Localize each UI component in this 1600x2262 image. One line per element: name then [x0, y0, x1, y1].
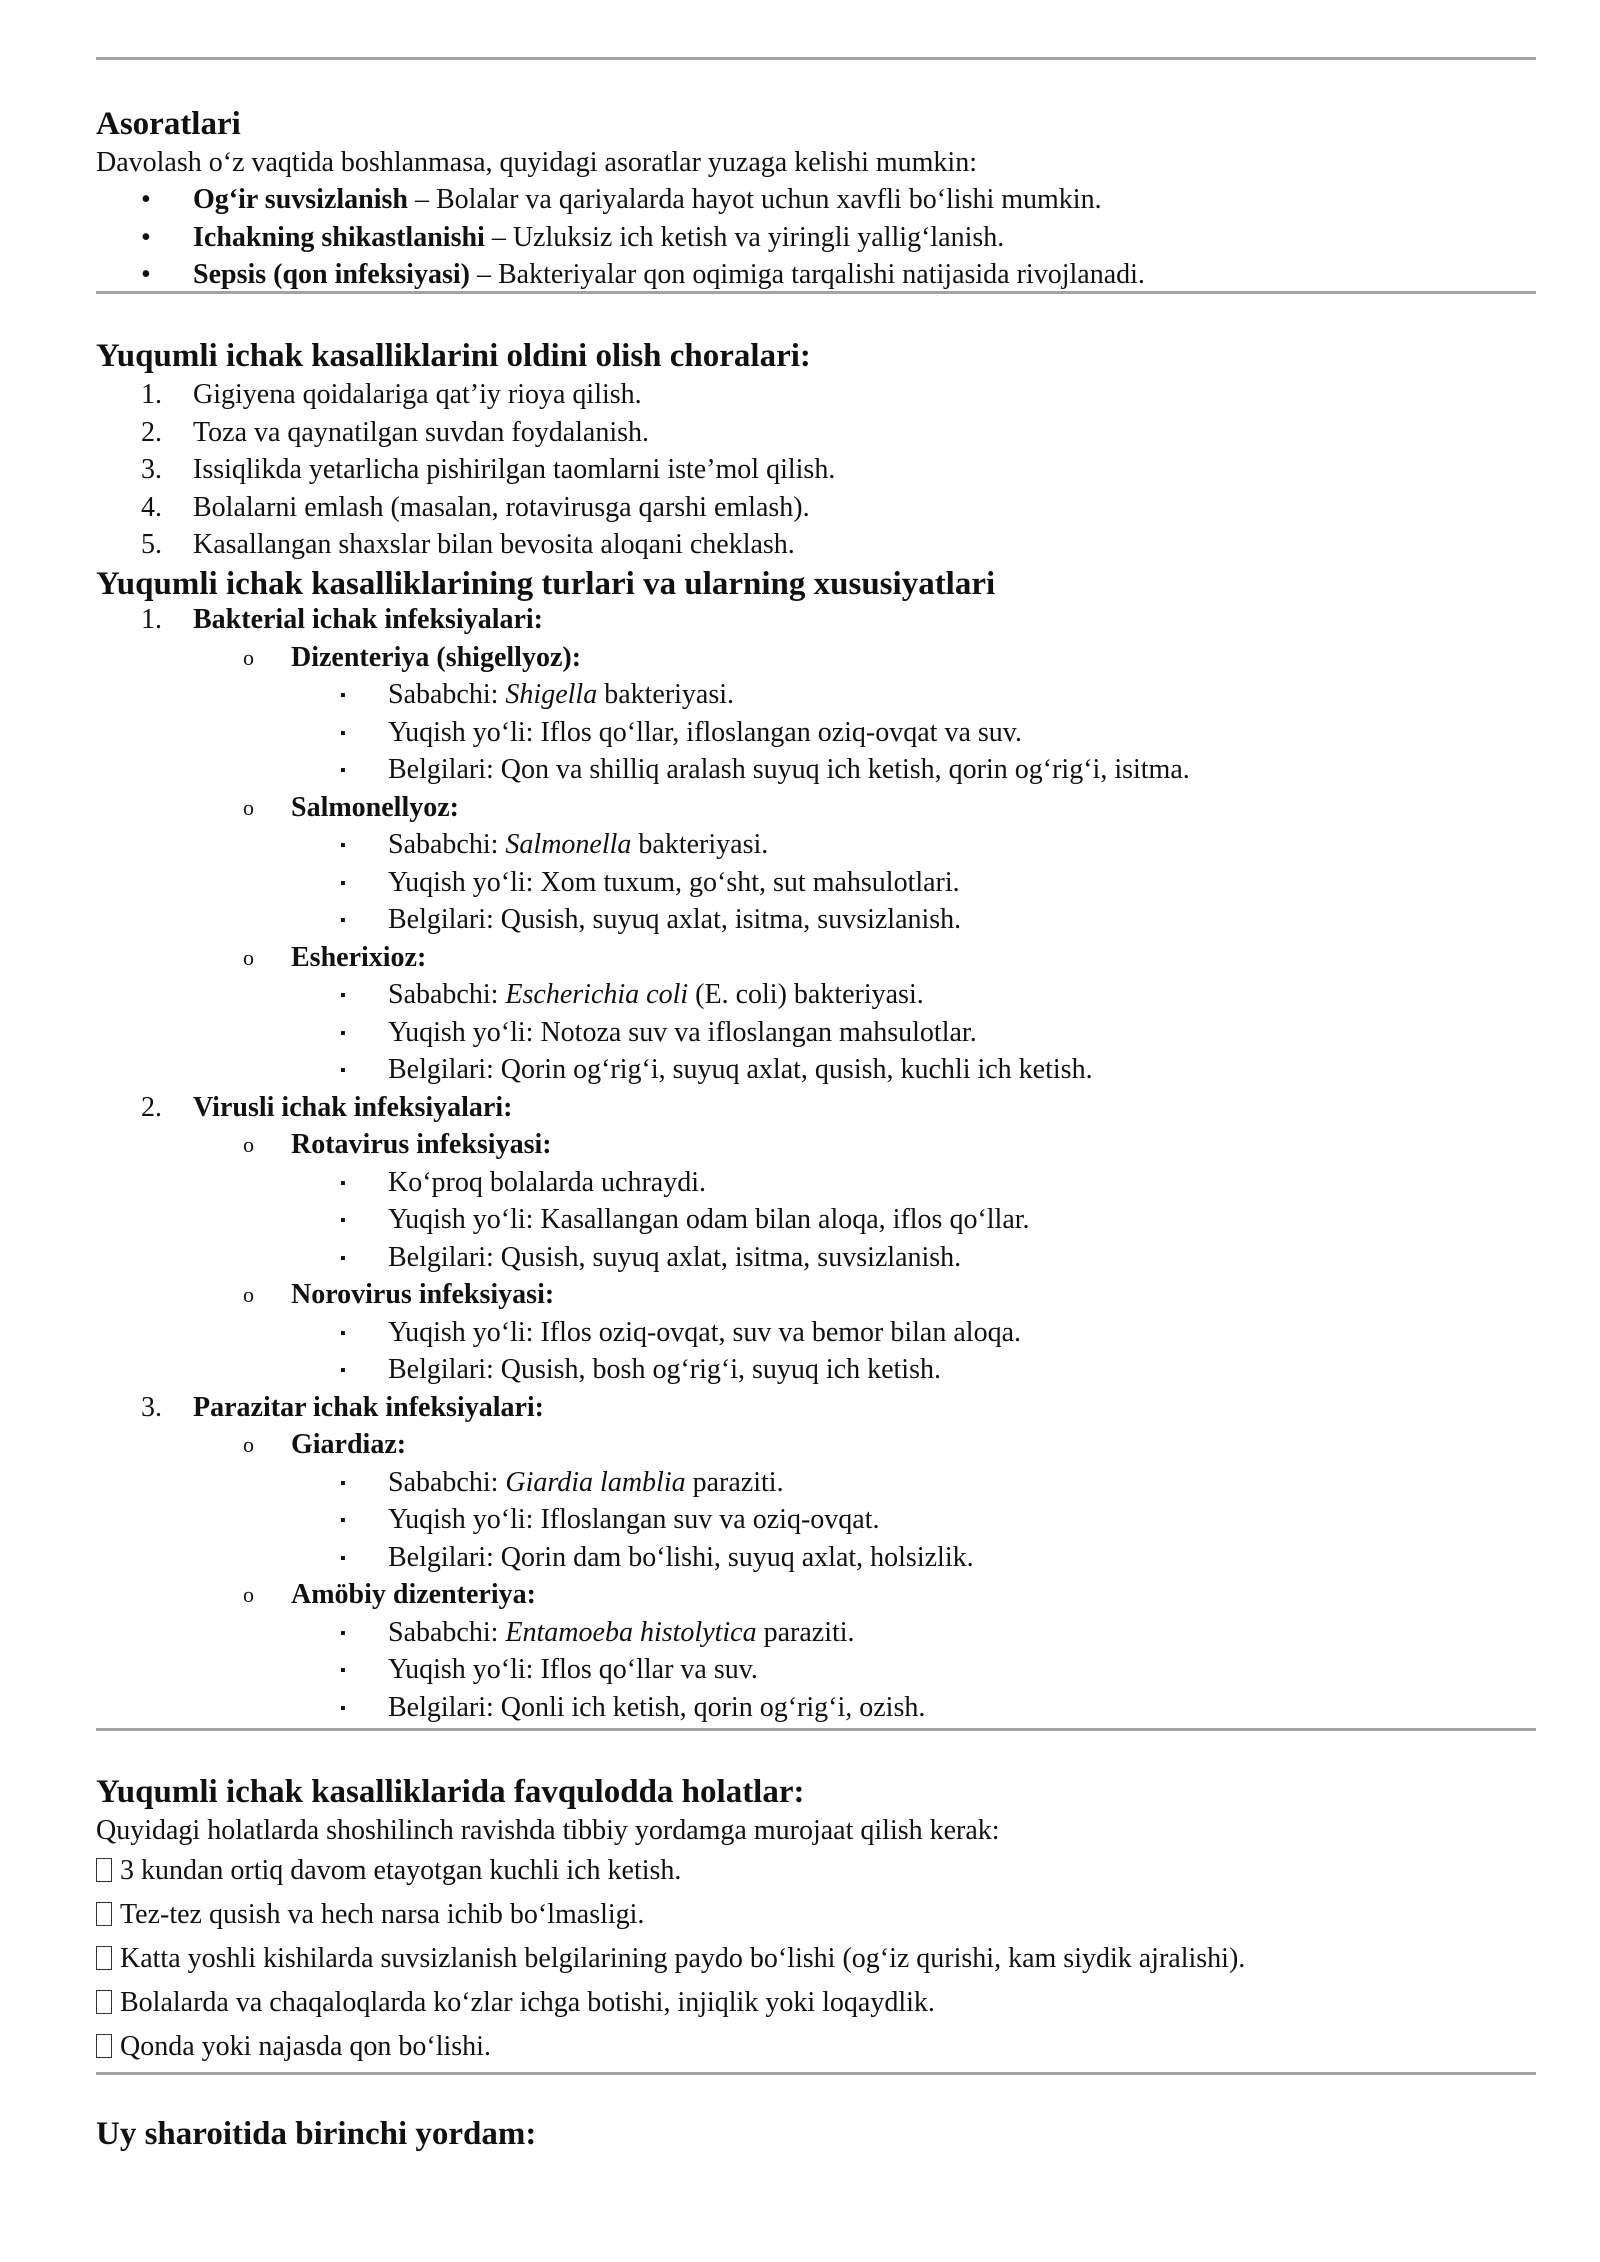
desc: – Uzluksiz ich ketish va yiringli yallig‘lanish.	[484, 221, 1005, 253]
disease-item: o Esherixioz:	[96, 939, 1536, 977]
types-heading: Yuqumli ichak kasalliklarining turlari va ularning xususiyatlari	[96, 566, 996, 602]
list-item: Tez-tez qusish va hech narsa ichib bo‘lmasligi.	[96, 1893, 1536, 1937]
square-bullet-icon: ▪	[340, 687, 346, 704]
emergency-section	[96, 1772, 1536, 2069]
disease-item: o Norovirus infeksiyasi:	[96, 1276, 1536, 1314]
square-bullet-icon: ▪	[340, 912, 346, 929]
square-bullet-icon: ▪	[340, 1512, 346, 1529]
detail-item: ▪ Belgilari: Qusish, suyuq axlat, isitma, suvsizlanish.	[96, 901, 1536, 939]
disease-item: o Rotavirus infeksiyasi:	[96, 1126, 1536, 1164]
detail-item: ▪ Belgilari: Qorin og‘rig‘i, suyuq axlat, qusish, kuchli ich ketish.	[96, 1051, 1536, 1089]
circle-bullet-icon: o	[243, 1582, 254, 1607]
missing-glyph-icon	[96, 1990, 112, 2014]
complications-section	[96, 104, 1536, 294]
emergency-list	[96, 1849, 1536, 2069]
circle-bullet-icon: o	[243, 944, 254, 970]
circle-bullet-icon: o	[243, 1282, 254, 1307]
prevention-list	[96, 376, 1536, 564]
disease-item: o Dizenteriya (shigellyoz):	[96, 639, 1536, 677]
group-item: 1. Bakterial ichak infeksiyalari:	[141, 604, 543, 635]
disease-item: o Amöbiy dizenteriya:	[96, 1576, 1536, 1614]
desc: – Bakteriyalar qon oqimiga tarqalishi natijasida rivojlanadi.	[469, 259, 1145, 290]
square-bullet-icon: ▪	[340, 1362, 346, 1379]
prevention-heading: Yuqumli ichak kasalliklarini oldini olish choralari:	[96, 338, 811, 374]
square-bullet-icon: ▪	[340, 874, 346, 892]
detail-item: ▪ Sababchi: Shigella bakteriyasi.	[96, 676, 1536, 714]
circle-bullet-icon: o	[243, 1432, 254, 1457]
list-item: 1. Gigiyena qoidalariga qat’iy rioya qilish.	[141, 379, 642, 410]
square-bullet-icon: ▪	[340, 1212, 346, 1229]
list-item: 3. Issiqlikda yetarlicha pishirilgan taomlarni iste’mol qilish.	[141, 454, 836, 485]
square-bullet-icon: ▪	[340, 987, 346, 1004]
list-item: 4. Bolalarni emlash (masalan, rotavirusga qarshi emlash).	[141, 491, 810, 523]
detail-item: ▪ Yuqish yo‘li: Iflos qo‘llar, ifloslangan oziq-ovqat va suv.	[96, 714, 1536, 752]
first-aid-section	[96, 2114, 1536, 2154]
circle-bullet-icon: o	[243, 794, 254, 820]
list-item	[96, 256, 1536, 294]
detail-item: ▪ Belgilari: Qusish, bosh og‘rig‘i, suyuq ich ketish.	[96, 1351, 1536, 1389]
missing-glyph-icon	[96, 1946, 112, 1970]
group-item: 3. Parazitar ichak infeksiyalari:	[141, 1391, 544, 1423]
bullet-icon: •	[141, 259, 151, 290]
complications-list	[96, 181, 1536, 294]
bullet-icon: •	[141, 184, 151, 215]
emergency-heading: Yuqumli ichak kasalliklarida favqulodda holatlar:	[96, 1774, 805, 1810]
missing-glyph-icon	[96, 2034, 112, 2058]
square-bullet-icon: ▪	[340, 1024, 346, 1042]
detail-item: ▪ Sababchi: Escherichia coli (E. coli) bakteriyasi.	[96, 976, 1536, 1014]
detail-item: ▪ Belgilari: Qon va shilliq aralash suyuq ich ketish, qorin og‘rig‘i, isitma.	[96, 751, 1536, 789]
divider	[96, 1728, 1536, 1731]
circle-bullet-icon: o	[243, 644, 254, 670]
detail-item: ▪ Yuqish yo‘li: Iflos qo‘llar va suv.	[96, 1651, 1536, 1689]
divider-top	[96, 57, 1536, 60]
square-bullet-icon: ▪	[340, 1174, 346, 1192]
term: Sepsis (qon infeksiyasi)	[193, 259, 470, 290]
detail-item: ▪ Yuqish yo‘li: Notoza suv va ifloslangan mahsulotlar.	[96, 1014, 1536, 1052]
detail-item: ▪ Sababchi: Salmonella bakteriyasi.	[96, 826, 1536, 864]
disease-item: o Giardiaz:	[96, 1426, 1536, 1464]
list-item: 3 kundan ortiq davom etayotgan kuchli ich ketish.	[96, 1849, 1536, 1893]
desc: – Bolalar va qariyalarda hayot uchun xavfli bo‘lishi mumkin.	[407, 184, 1102, 215]
divider	[96, 291, 1536, 294]
disease-item: o Salmonellyoz:	[96, 789, 1536, 827]
types-list	[96, 601, 1536, 1726]
detail-item: ▪ Yuqish yo‘li: Xom tuxum, go‘sht, sut mahsulotlari.	[96, 864, 1536, 902]
square-bullet-icon: ▪	[340, 724, 346, 742]
detail-item: ▪ Ko‘proq bolalarda uchraydi.	[96, 1164, 1536, 1202]
square-bullet-icon: ▪	[340, 1624, 346, 1642]
list-item: 2. Toza va qaynatilgan suvdan foydalanish.	[141, 416, 650, 448]
list-item: Qonda yoki najasda qon bo‘lishi.	[96, 2025, 1536, 2069]
detail-item: ▪ Sababchi: Giardia lamblia paraziti.	[96, 1464, 1536, 1502]
types-section	[96, 564, 1536, 1726]
detail-item: ▪ Belgilari: Qusish, suyuq axlat, isitma, suvsizlanish.	[96, 1239, 1536, 1277]
detail-item: ▪ Belgilari: Qonli ich ketish, qorin og‘rig‘i, ozish.	[96, 1689, 1536, 1727]
first-aid-heading: Uy sharoitida birinchi yordam:	[96, 2116, 537, 2152]
detail-item: ▪ Belgilari: Qorin dam bo‘lishi, suyuq axlat, holsizlik.	[96, 1539, 1536, 1577]
square-bullet-icon: ▪	[340, 1699, 346, 1717]
complications-heading: Asoratlari	[96, 106, 241, 142]
divider	[96, 2072, 1536, 2075]
square-bullet-icon: ▪	[340, 837, 346, 854]
list-item	[96, 219, 1536, 257]
detail-item: ▪ Sababchi: Entamoeba histolytica paraziti.	[96, 1614, 1536, 1652]
complications-intro: Davolash o‘z vaqtida boshlanmasa, quyidagi asoratlar yuzaga kelishi mumkin:	[96, 147, 977, 178]
missing-glyph-icon	[96, 1858, 112, 1882]
square-bullet-icon: ▪	[340, 1249, 346, 1267]
square-bullet-icon: ▪	[340, 1062, 346, 1079]
square-bullet-icon: ▪	[340, 1474, 346, 1492]
group-item: 2. Virusli ichak infeksiyalari:	[141, 1091, 513, 1123]
missing-glyph-icon	[96, 1902, 112, 1926]
detail-item: ▪ Yuqish yo‘li: Iflos oziq-ovqat, suv va bemor bilan aloqa.	[96, 1314, 1536, 1352]
list-item	[96, 181, 1536, 219]
square-bullet-icon: ▪	[340, 762, 346, 779]
list-item: 5. Kasallangan shaxslar bilan bevosita aloqani cheklash.	[141, 529, 795, 560]
square-bullet-icon: ▪	[340, 1549, 346, 1567]
prevention-section	[96, 336, 1536, 564]
list-item: Katta yoshli kishilarda suvsizlanish belgilarining paydo bo‘lishi (og‘iz qurishi, kam siydik ajralishi).	[96, 1937, 1536, 1981]
detail-item: ▪ Yuqish yo‘li: Ifloslangan suv va oziq-ovqat.	[96, 1501, 1536, 1539]
term: Ichakning shikastlanishi	[193, 221, 485, 253]
emergency-intro: Quyidagi holatlarda shoshilinch ravishda tibbiy yordamga murojaat qilish kerak:	[96, 1815, 1000, 1846]
term: Og‘ir suvsizlanish	[193, 184, 408, 215]
detail-item: ▪ Yuqish yo‘li: Kasallangan odam bilan aloqa, iflos qo‘llar.	[96, 1201, 1536, 1239]
square-bullet-icon: ▪	[340, 1324, 346, 1342]
circle-bullet-icon: o	[243, 1132, 254, 1157]
bullet-icon: •	[141, 221, 151, 253]
list-item: Bolalarda va chaqaloqlarda ko‘zlar ichga botishi, injiqlik yoki loqaydlik.	[96, 1981, 1536, 2025]
square-bullet-icon: ▪	[340, 1662, 346, 1679]
